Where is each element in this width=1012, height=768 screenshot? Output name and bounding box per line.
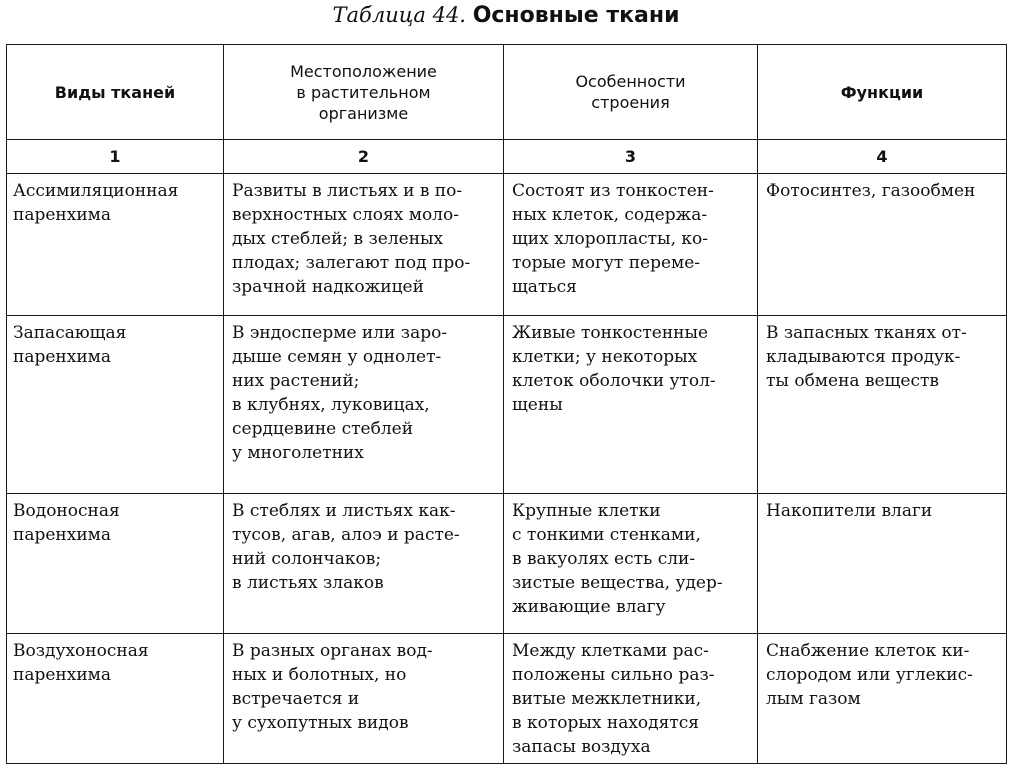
structure-cell: Между клетками рас- положены сильно раз- витые межклетники, в которых находятся запасы воздуха (504, 634, 758, 764)
table-title (0, 2, 1012, 29)
header-functions: Функции (758, 45, 1007, 140)
table-title-main: Основные ткани (472, 3, 680, 28)
structure-cell: Крупные клетки с тонкими стенками, в вакуолях есть сли- зистые вещества, удер- живающие влагу (504, 494, 758, 634)
table-row (7, 634, 1007, 764)
table-title-prefix: Таблица 44. (332, 3, 466, 27)
location-cell: Развиты в листьях и в по- верхностных слоях моло- дых стеблей; в зеленых плодах; залегают под про- зрачной надкожицей (224, 174, 504, 316)
location-cell: В разных органах вод- ных и болотных, но встречается и у сухопутных видов (224, 634, 504, 764)
function-cell: Накопители влаги (758, 494, 1007, 634)
function-cell: В запасных тканях от- кладываются продук- ты обмена веществ (758, 316, 1007, 494)
structure-cell: Состоят из тонкостен- ных клеток, содержа- щих хлоропласты, ко- торые могут переме- щаться (504, 174, 758, 316)
header-structure: Особенности строения (504, 45, 758, 140)
location-cell: В стеблях и листьях как- тусов, агав, алоэ и расте- ний солончаков; в листьях злаков (224, 494, 504, 634)
tissue-table (6, 44, 1007, 764)
table-row (7, 316, 1007, 494)
table-row (7, 174, 1007, 316)
header-tissue-types: Виды тканей (7, 45, 224, 140)
function-cell: Снабжение клеток ки- слородом или углекис- лым газом (758, 634, 1007, 764)
header-location: Местоположение в растительном организме (224, 45, 504, 140)
column-number-row (7, 140, 1007, 174)
tissue-type-cell: Воздухоносная паренхима (7, 634, 224, 764)
table-row (7, 494, 1007, 634)
tissue-type-cell: Запасающая паренхима (7, 316, 224, 494)
column-number: 2 (224, 140, 504, 174)
function-cell: Фотосинтез, газообмен (758, 174, 1007, 316)
structure-cell: Живые тонкостенные клетки; у некоторых клеток оболочки утол- щены (504, 316, 758, 494)
column-number: 3 (504, 140, 758, 174)
tissue-type-cell: Водоносная паренхима (7, 494, 224, 634)
column-number: 1 (7, 140, 224, 174)
tissue-type-cell: Ассимиляционная паренхима (7, 174, 224, 316)
location-cell: В эндосперме или заро- дыше семян у однолет- них растений; в клубнях, луковицах, сердцевине стеблей у многолетних (224, 316, 504, 494)
column-number: 4 (758, 140, 1007, 174)
header-row (7, 45, 1007, 140)
